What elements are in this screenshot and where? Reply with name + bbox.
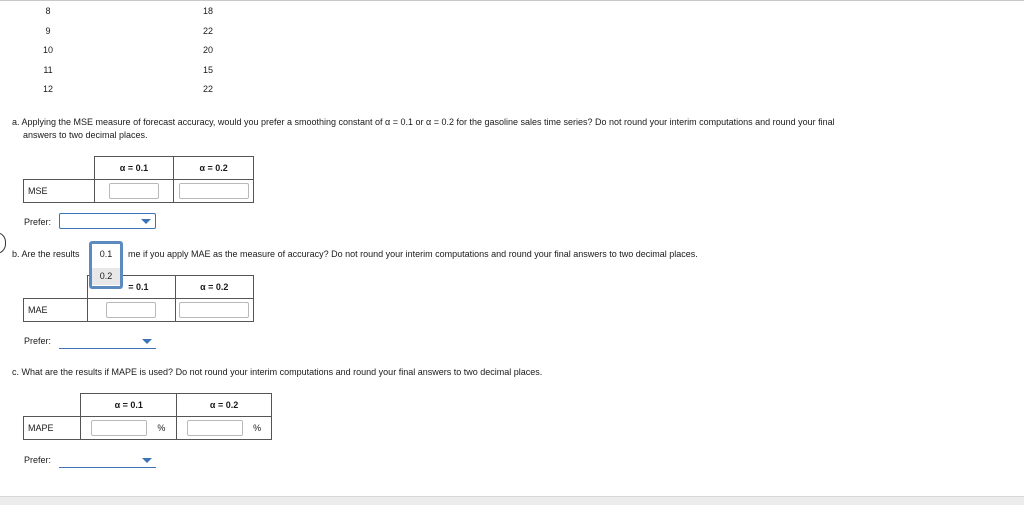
dropdown-popup [89,241,123,289]
data-row [0,45,260,63]
header-alpha-02: α = 0.2 [175,276,253,299]
dropdown-option-01[interactable]: 0.1 [99,249,113,259]
chevron-down-icon [142,339,152,344]
row-label-mse: MSE [24,180,95,203]
question-b-end: me if you apply MAE as the measure of accuracy? Do not round your interim computations and round your final answers to two decimal places. [128,249,698,259]
header-alpha-01-partial: = 0.1 [88,276,175,299]
data-row [0,6,260,24]
chevron-down-icon [141,219,151,224]
header-alpha-02: α = 0.2 [177,394,272,417]
period-cell: 12 [42,84,53,94]
sales-cell: 20 [202,45,213,55]
question-a-line1: a. Applying the MSE measure of forecast accuracy, would you prefer a smoothing constant of α = 0.1 or α = 0.2 for the gasoline sales time series? Do not round your interim computations and round your final [12,117,835,127]
header-alpha-01: α = 0.1 [94,157,174,180]
prefer-dropdown-a[interactable] [59,213,156,229]
period-cell: 9 [45,26,51,36]
row-label-mae: MAE [24,299,88,322]
prefer-dropdown-c[interactable] [59,454,156,468]
period-cell: 11 [43,65,53,75]
top-divider [0,0,1024,1]
header-alpha-01: α = 0.1 [81,394,177,417]
prefer-label-c: Prefer: [24,455,52,465]
chevron-down-icon [142,458,152,463]
period-cell: 8 [45,6,51,16]
period-cell: 10 [42,45,53,55]
question-a-line2: answers to two decimal places. [23,130,148,140]
sales-cell: 22 [202,84,213,94]
percent-unit: % [157,423,166,433]
prefer-label-b: Prefer: [24,336,52,346]
mse-table [23,156,254,203]
sales-cell: 18 [202,6,213,16]
prefer-dropdown-b[interactable] [59,335,156,349]
question-a [12,116,1012,142]
mape-alpha-02-input[interactable] [187,420,243,436]
mae-alpha-02-input[interactable] [179,302,249,318]
side-bracket [0,232,6,254]
question-b-start: b. Are the results [12,249,80,259]
data-row [0,26,260,44]
mae-table [23,275,254,322]
prefer-label-a: Prefer: [24,217,52,227]
question-c: c. What are the results if MAPE is used? Do not round your interim computations and round your final answers to two decimal places. [12,367,543,377]
dropdown-option-02[interactable]: 0.2 [92,268,120,285]
mse-alpha-02-input[interactable] [179,183,249,199]
mape-table [23,393,272,440]
data-row [0,84,260,102]
row-label-mape: MAPE [24,417,81,440]
data-row [0,65,260,83]
header-alpha-02: α = 0.2 [174,157,254,180]
sales-cell: 15 [202,65,213,75]
percent-unit: % [253,423,262,433]
sales-cell: 22 [202,26,213,36]
mae-alpha-01-input[interactable] [106,302,156,318]
mape-alpha-01-input[interactable] [91,420,147,436]
mse-alpha-01-input[interactable] [109,183,159,199]
